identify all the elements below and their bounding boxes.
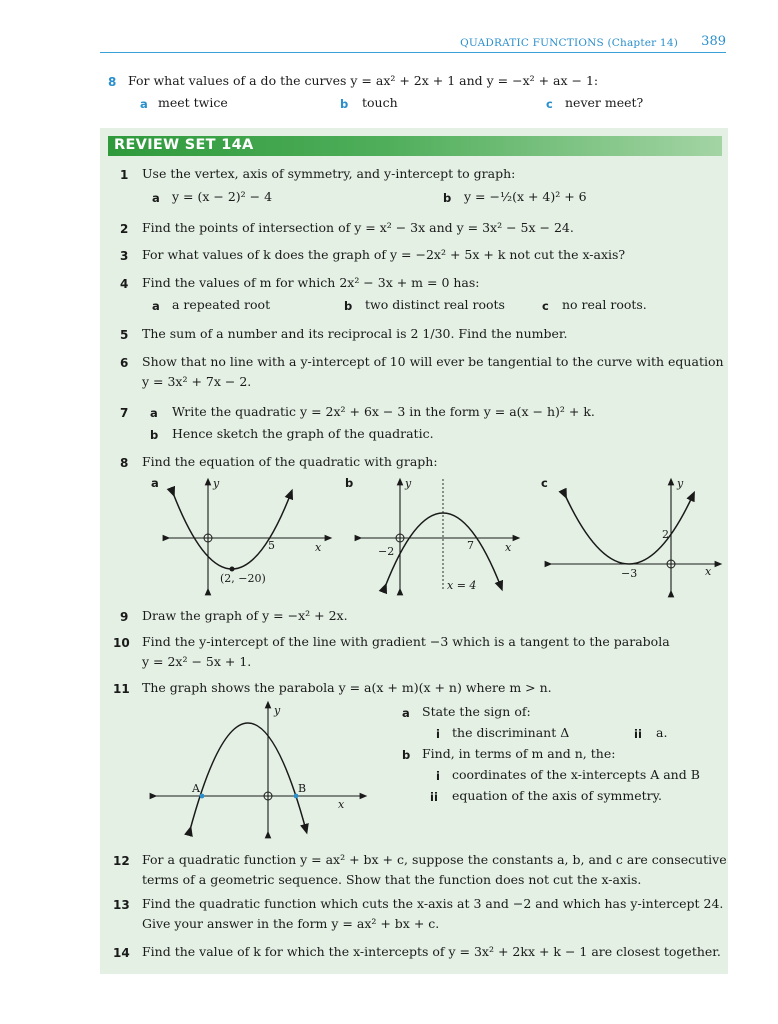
graph-label: b bbox=[345, 476, 354, 490]
question-number: 11 bbox=[113, 682, 130, 696]
x-axis-label: x bbox=[315, 541, 322, 554]
question-text: Find the equation of the quadratic with graph: bbox=[142, 454, 438, 469]
part-text: Find, in terms of m and n, the: bbox=[422, 746, 616, 761]
subpart-label: ii bbox=[634, 727, 642, 741]
point-b-label: B bbox=[298, 782, 307, 795]
part-text: a repeated root bbox=[172, 297, 271, 312]
vertex-point bbox=[230, 567, 235, 572]
part-text: Hence sketch the graph of the quadratic. bbox=[172, 426, 434, 441]
question-text: y = 2x² − 5x + 1. bbox=[142, 654, 252, 669]
axis-label: x = 4 bbox=[447, 579, 477, 592]
question-text: Find the points of intersection of y = x² − 3x and y = 3x² − 5x − 24. bbox=[142, 220, 574, 235]
subpart-text: a. bbox=[656, 725, 668, 740]
chapter-title: QUADRATIC FUNCTIONS (Chapter 14) bbox=[460, 37, 678, 49]
y-axis-label: y bbox=[274, 704, 281, 717]
question-number: 8 bbox=[108, 75, 117, 89]
question-text: For what values of k does the graph of y = −2x² + 5x + k not cut the x-axis? bbox=[142, 247, 626, 262]
question-text: terms of a geometric sequence. Show that the function does not cut the x-axis. bbox=[142, 872, 642, 887]
page-header bbox=[100, 36, 726, 53]
subpart-text: coordinates of the x-intercepts A and B bbox=[452, 767, 700, 782]
part-label: b bbox=[340, 97, 349, 111]
question-number: 10 bbox=[113, 636, 130, 650]
question-text: Give your answer in the form y = ax² + bx + c. bbox=[142, 916, 440, 931]
graph-c bbox=[535, 475, 725, 595]
point-a-marker bbox=[200, 794, 205, 799]
question-number: 4 bbox=[120, 277, 129, 291]
question-text: Use the vertex, axis of symmetry, and y-intercept to graph: bbox=[142, 166, 516, 181]
part-text: meet twice bbox=[158, 95, 228, 110]
question-text: Find the quadratic function which cuts the x-axis at 3 and −2 and which has y-intercept 24. bbox=[142, 896, 724, 911]
vertex-label: −3 bbox=[621, 567, 638, 580]
subpart-label: ii bbox=[430, 790, 438, 804]
graph-a bbox=[145, 475, 335, 595]
part-label: a bbox=[150, 406, 158, 420]
question-number: 9 bbox=[120, 610, 129, 624]
question-number: 7 bbox=[120, 406, 129, 420]
subpart-text: the discriminant Δ bbox=[452, 725, 570, 740]
question-text: Show that no line with a y-intercept of 10 will ever be tangential to the curve with equation bbox=[142, 354, 724, 369]
question-text: Find the value of k for which the x-intercepts of y = 3x² + 2kx + k − 1 are closest together. bbox=[142, 944, 721, 959]
y-intercept-label: 2 bbox=[662, 528, 669, 541]
x-axis-label: x bbox=[338, 798, 345, 811]
y-axis-label: y bbox=[677, 477, 684, 490]
graph-b bbox=[345, 475, 525, 595]
part-label: a bbox=[152, 299, 160, 313]
part-text: Write the quadratic y = 2x² + 6x − 3 in the form y = a(x − h)² + k. bbox=[172, 404, 595, 419]
question-text: For what values of a do the curves y = ax² + 2x + 1 and y = −x² + ax − 1: bbox=[128, 73, 599, 88]
graph-label: a bbox=[151, 476, 159, 490]
part-label: b bbox=[402, 748, 411, 762]
question-text: y = 3x² + 7x − 2. bbox=[142, 374, 252, 389]
right-root-label: 7 bbox=[467, 539, 474, 552]
graph-label: c bbox=[541, 476, 548, 490]
question-number: 2 bbox=[120, 222, 129, 236]
part-text: y = (x − 2)² − 4 bbox=[172, 189, 273, 204]
y-axis-label: y bbox=[405, 477, 412, 490]
part-text: never meet? bbox=[565, 95, 644, 110]
part-text: y = −½(x + 4)² + 6 bbox=[464, 189, 587, 204]
question-text: For a quadratic function y = ax² + bx + c, suppose the constants a, b, and c are consecutive bbox=[142, 852, 727, 867]
page-number: 389 bbox=[701, 34, 726, 49]
parabola-curve bbox=[565, 495, 693, 564]
part-label: a bbox=[152, 191, 160, 205]
question-number: 3 bbox=[120, 249, 129, 263]
question-text: Draw the graph of y = −x² + 2x. bbox=[142, 608, 348, 623]
question-text: The graph shows the parabola y = a(x + m)(x + n) where m > n. bbox=[142, 680, 552, 695]
vertex-label: (2, −20) bbox=[220, 572, 266, 585]
point-a-label: A bbox=[192, 782, 200, 795]
x-axis-label: x bbox=[705, 565, 712, 578]
part-text: touch bbox=[362, 95, 398, 110]
part-text: two distinct real roots bbox=[365, 297, 505, 312]
question-number: 6 bbox=[120, 356, 129, 370]
parabola-curve bbox=[173, 493, 291, 569]
subpart-label: i bbox=[436, 727, 440, 741]
question-text: Find the values of m for which 2x² − 3x + m = 0 has: bbox=[142, 275, 480, 290]
part-label: c bbox=[546, 97, 553, 111]
part-label: a bbox=[402, 706, 410, 720]
subpart-label: i bbox=[436, 769, 440, 783]
part-label: b bbox=[150, 428, 159, 442]
y-axis-label: y bbox=[213, 477, 220, 490]
part-text: no real roots. bbox=[562, 297, 647, 312]
question-text: Find the y-intercept of the line with gradient −3 which is a tangent to the parabola bbox=[142, 634, 670, 649]
question-number: 8 bbox=[120, 456, 129, 470]
question-number: 14 bbox=[113, 946, 130, 960]
question-number: 12 bbox=[113, 854, 130, 868]
review-set-banner bbox=[108, 136, 722, 156]
part-label: a bbox=[140, 97, 148, 111]
x-axis-label: x bbox=[505, 541, 512, 554]
question-number: 5 bbox=[120, 328, 129, 342]
question-text: The sum of a number and its reciprocal is 2 1/30. Find the number. bbox=[142, 326, 568, 341]
subpart-text: equation of the axis of symmetry. bbox=[452, 788, 663, 803]
part-label: b bbox=[443, 191, 452, 205]
part-label: c bbox=[542, 299, 549, 313]
graph-q11 bbox=[150, 700, 370, 840]
part-label: b bbox=[344, 299, 353, 313]
left-root-label: −2 bbox=[378, 545, 395, 558]
root-label: 5 bbox=[268, 539, 275, 552]
parabola-curve bbox=[190, 723, 306, 830]
question-number: 1 bbox=[120, 168, 129, 182]
question-number: 13 bbox=[113, 898, 130, 912]
review-set-title: REVIEW SET 14A bbox=[114, 137, 254, 153]
part-text: State the sign of: bbox=[422, 704, 531, 719]
